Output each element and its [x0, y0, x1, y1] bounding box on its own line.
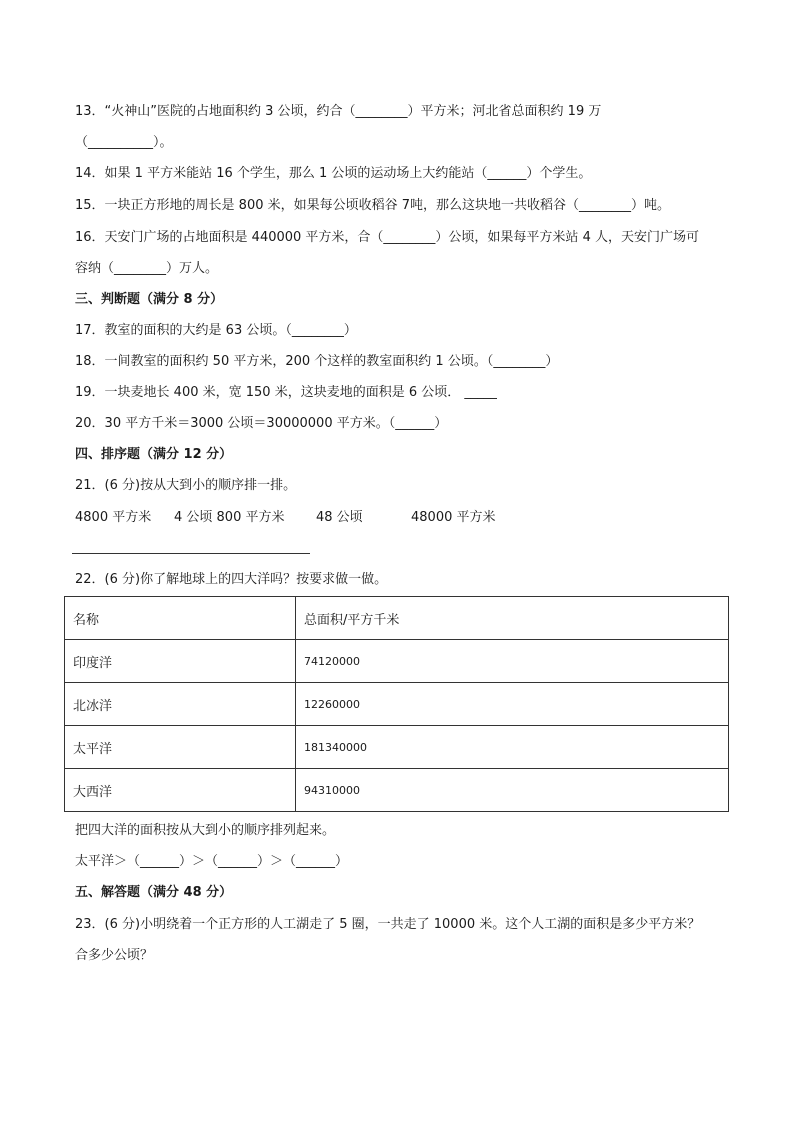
- answer-line: [72, 553, 310, 554]
- question-14: 14．如果 1 平方米能站 16 个学生，那么 1 公顷的运动场上大约能站（______）个学生。: [75, 166, 592, 181]
- question-16-line-2: 容纳（________）万人。: [75, 261, 219, 276]
- sort-item: 48000 平方米: [411, 510, 496, 525]
- ocean-area-cell: 94310000: [296, 769, 729, 812]
- ocean-area-cell: 12260000: [296, 683, 729, 726]
- table-row: [65, 769, 729, 812]
- question-22-instruction: 把四大洋的面积按从大到小的顺序排列起来。: [75, 823, 336, 838]
- table-row: [65, 640, 729, 683]
- question-13-line-2: （__________）。: [75, 135, 173, 150]
- table-header-cell: 名称: [65, 597, 296, 640]
- question-21: 21．(6 分)按从大到小的顺序排一排。: [75, 478, 297, 493]
- ocean-name-cell: 太平洋: [65, 726, 296, 769]
- question-18: 18．一间教室的面积约 50 平方米，200 个这样的教室面积约 1 公顷。（________）: [75, 354, 559, 369]
- question-21-items: [75, 510, 496, 526]
- question-22-order: 太平洋＞（______）＞（______）＞（______）: [75, 854, 349, 869]
- ocean-name-cell: 印度洋: [65, 640, 296, 683]
- section-4-heading: 四、排序题（满分 12 分）: [75, 447, 233, 462]
- sort-item: 4 公顷 800 平方米: [174, 510, 285, 525]
- table-row: [65, 683, 729, 726]
- ocean-name-cell: 北冰洋: [65, 683, 296, 726]
- question-20: 20．30 平方千米＝3000 公顷＝30000000 平方米。（______）: [75, 416, 448, 431]
- sort-item: 48 公顷: [316, 510, 363, 525]
- question-19: 19．一块麦地长 400 米，宽 150 米，这块麦地的面积是 6 公顷． _____: [75, 385, 497, 400]
- section-3-heading: 三、判断题（满分 8 分）: [75, 292, 224, 307]
- question-22: 22．(6 分)你了解地球上的四大洋吗？按要求做一做。: [75, 572, 388, 587]
- question-23-line-2: 合多少公顷？: [75, 948, 154, 963]
- question-15: 15．一块正方形地的周长是 800 米，如果每公顷收稻谷 7吨，那么这块地一共收稻谷（________）吨。: [75, 198, 671, 213]
- ocean-area-cell: 74120000: [296, 640, 729, 683]
- ocean-area-cell: 181340000: [296, 726, 729, 769]
- table-header-cell: 总面积/平方千米: [296, 597, 729, 640]
- question-16-line-1: 16．天安门广场的占地面积是 440000 平方米，合（________）公顷，如果每平方米站 4 人，天安门广场可: [75, 230, 699, 245]
- question-23-line-1: 23．(6 分)小明绕着一个正方形的人工湖走了 5 圈，一共走了 10000 米。这个人工湖的面积是多少平方米？: [75, 917, 701, 932]
- question-17: 17．教室的面积的大约是 63 公顷。（________）: [75, 323, 357, 338]
- sort-item: 4800 平方米: [75, 510, 152, 525]
- question-13-line-1: 13．“火神山”医院的占地面积约 3 公顷，约合（________）平方米；河北省总面积约 19 万: [75, 104, 602, 119]
- table-row: [65, 726, 729, 769]
- section-5-heading: 五、解答题（满分 48 分）: [75, 885, 233, 900]
- ocean-name-cell: 大西洋: [65, 769, 296, 812]
- table-header-row: [65, 597, 729, 640]
- ocean-area-table: [64, 596, 729, 812]
